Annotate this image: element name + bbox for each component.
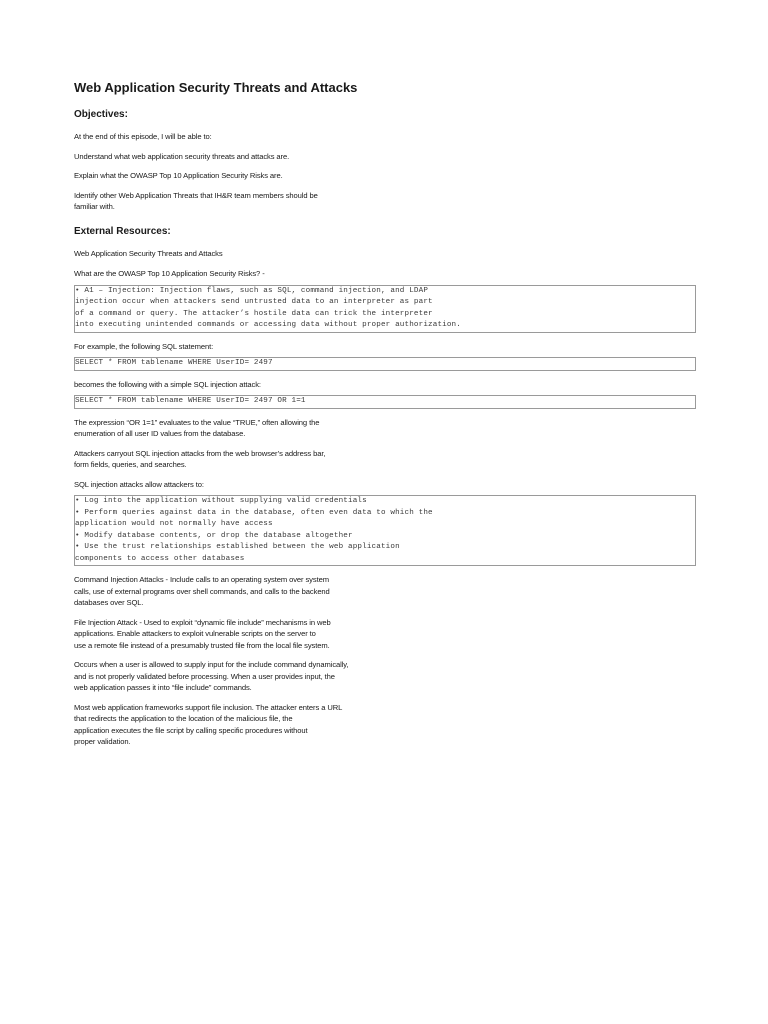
code-line: components to access other databases — [75, 554, 245, 563]
occurs-paragraph — [74, 659, 696, 694]
sql-intro: For example, the following SQL statement: — [74, 341, 214, 351]
code-line: of a command or query. The attacker’s hostile data can trick the interpreter — [75, 309, 433, 318]
text-line: Identify other Web Application Threats that IH&R team members should be — [74, 190, 318, 200]
code-block-sql-statement — [74, 357, 696, 371]
carryout-paragraph — [74, 448, 696, 471]
objectives-intro: At the end of this episode, I will be able to: — [74, 132, 212, 141]
objective-item — [74, 190, 696, 213]
text-line: The expression “OR 1=1” evaluates to the value “TRUE,” often allowing the — [74, 417, 320, 427]
text-line: databases over SQL. — [74, 598, 144, 607]
code-line: injection occur when attackers send untrusted data to an interpreter as part — [75, 298, 433, 306]
text-line: use a remote file instead of a presumably trusted file from the local file system. — [74, 640, 330, 650]
text-line: Attackers carryout SQL injection attacks from the web browser’s address bar, — [74, 448, 326, 458]
code-line: • Use the trust relationships established between the web application — [75, 543, 400, 551]
command-injection-paragraph — [74, 574, 696, 609]
text-line: Most web application frameworks support file inclusion. The attacker enters a URL — [74, 702, 343, 712]
code-line: SELECT * FROM tablename WHERE UserID= 2497 — [75, 359, 273, 367]
text-line: application executes the file script by calling specific procedures without — [74, 725, 308, 735]
code-block-injection — [74, 285, 696, 333]
code-block-sql-injection — [74, 395, 696, 409]
file-injection-paragraph — [74, 617, 696, 652]
text-line: and is not properly validated before processing. When a user provides input, the — [74, 671, 335, 681]
resource-item: Web Application Security Threats and Attacks — [74, 248, 223, 258]
objective-item: Explain what the OWASP Top 10 Application Security Risks are. — [74, 171, 283, 180]
resources-heading: External Resources: — [74, 225, 171, 237]
text-line: File Injection Attack - Used to exploit “dynamic file include” mechanisms in web — [74, 617, 331, 627]
expression-paragraph — [74, 417, 696, 440]
frameworks-paragraph — [74, 702, 696, 748]
code-block-attack-capabilities — [74, 495, 696, 566]
code-line: application would not normally have access — [75, 520, 273, 528]
text-line: calls, use of external programs over shell commands, and calls to the backend — [74, 586, 330, 596]
text-line: web application passes it into “file include” commands. — [74, 683, 252, 692]
code-line: • Log into the application without supplying valid credentials — [75, 497, 367, 505]
text-line: applications. Enable attackers to exploit vulnerable scripts on the server to — [74, 629, 316, 638]
code-line: • Perform queries against data in the database, often even data to which the — [75, 508, 433, 517]
text-line: proper validation. — [74, 737, 131, 746]
allow-intro: SQL injection attacks allow attackers to: — [74, 479, 204, 489]
code-line: SELECT * FROM tablename WHERE UserID= 2497 OR 1=1 — [75, 397, 306, 405]
document-title: Web Application Security Threats and Attacks — [74, 80, 358, 95]
code-line: • Modify database contents, or drop the database altogether — [75, 531, 353, 540]
text-line: Occurs when a user is allowed to supply input for the include command dynamically, — [74, 660, 349, 669]
text-line: that redirects the application to the location of the malicious file, the — [74, 714, 293, 723]
code-line: into executing unintended commands or accessing data without proper authorization. — [75, 321, 461, 329]
text-line: Command Injection Attacks - Include calls to an operating system over system — [74, 575, 329, 584]
resource-item: What are the OWASP Top 10 Application Security Risks? - — [74, 269, 265, 278]
code-line: • A1 – Injection: Injection flaws, such as SQL, command injection, and LDAP — [75, 286, 429, 295]
objective-item: Understand what web application security threats and attacks are. — [74, 151, 290, 161]
text-line: enumeration of all user ID values from the database. — [74, 429, 246, 438]
objectives-heading: Objectives: — [74, 109, 128, 120]
document-page — [74, 80, 696, 756]
sql-becomes: becomes the following with a simple SQL injection attack: — [74, 379, 261, 389]
text-line: form fields, queries, and searches. — [74, 460, 187, 469]
text-line: familiar with. — [74, 202, 115, 211]
